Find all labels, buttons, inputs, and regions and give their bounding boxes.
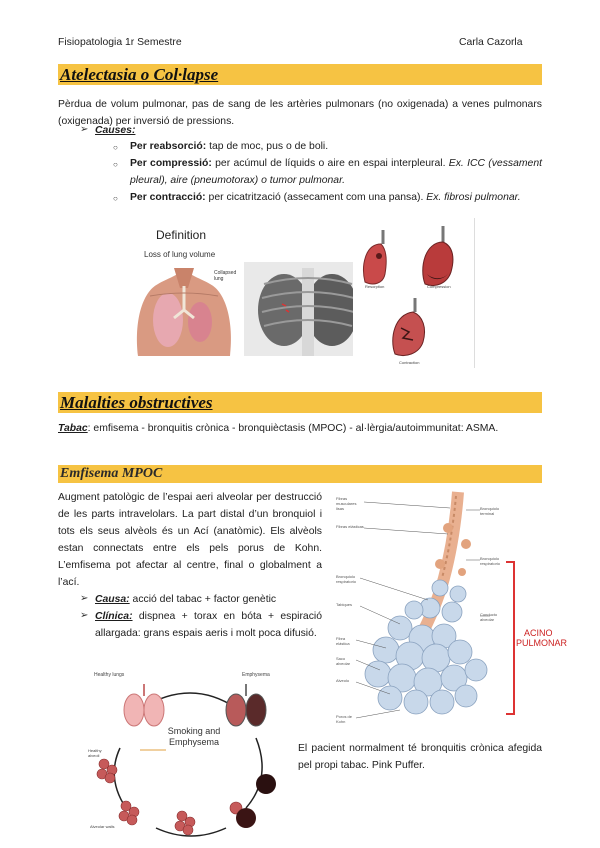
clinica-text: dispnea + torax en bóta + espiració allargada: grans espais aeris i molt poca difusió. (95, 611, 322, 639)
resorption-lung-icon (355, 226, 411, 290)
cause-bold: Per compressió: (130, 158, 212, 169)
cause-bold: Per reabsorció: (130, 141, 207, 152)
circle-bullet-icon: ○ (113, 143, 118, 152)
figure-def-subtitle: Loss of lung volume (144, 250, 216, 259)
causa-item (95, 591, 322, 608)
arrow-bullet-icon: ➢ (80, 610, 89, 621)
acino-label-line: ACINO (524, 628, 553, 638)
smoking-label: Alveolar walls (90, 824, 115, 829)
acino-label (516, 628, 568, 648)
collapsed-lung-label: Collapsed lung (214, 270, 237, 282)
contraction-lung-icon (383, 296, 443, 362)
acinus-right-label: Bronquiolo terminal (480, 506, 500, 516)
cause-item (130, 138, 542, 155)
arrow-bullet-icon: ➢ (80, 593, 89, 604)
cause-item (130, 155, 542, 189)
acinus-left-label: Fibras musculares lisas (336, 496, 357, 511)
healthy-lungs-icon (124, 684, 164, 726)
thumb-label: Resorption (365, 284, 385, 289)
acinus-left-label: Saco alveolar (336, 656, 351, 666)
compression-lung-icon (413, 222, 471, 290)
tabac-label: Tabac (58, 423, 88, 434)
clinica-item (95, 608, 322, 642)
circle-bullet-icon: ○ (113, 194, 118, 203)
smoking-center-title (162, 726, 226, 748)
acinus-left-label: Bronquiolo respiratorio (336, 574, 357, 584)
emfisema-note: El pacient normalment té bronquitis crònica afegida pel propi tabac. Pink Puffer. (298, 743, 542, 771)
cause-item (130, 189, 542, 206)
section-title-obstructives: Malalties obstructives (60, 393, 213, 412)
acinus-left-label: Fibra elástica (336, 636, 350, 646)
causa-label: Causa: (95, 594, 130, 605)
cause-text: per acúmul de líquids o aire en espai interpleural. (211, 158, 449, 169)
smoking-title-line: Smoking and (167, 726, 221, 736)
acinus-left-label: Fibras elásticas (336, 524, 364, 529)
acinus-pulmonar-figure (330, 488, 568, 726)
thumb-label: Contraction (399, 360, 420, 365)
tabac-text: : emfisema - bronquitis crònica - bronquièctasis (MPOC) - al·lèrgia/autoimmunitat: ASMA. (87, 423, 499, 434)
cause-bold: Per contracció: (130, 192, 206, 203)
smoking-label: Healthy lungs (94, 672, 125, 678)
atelectasis-types-figure (353, 218, 475, 368)
smoking-title-line: Emphysema (168, 737, 220, 747)
thumb-label: Compression (427, 284, 451, 289)
atelectasis-definition-figure (128, 224, 372, 356)
clinica-label: Clínica: (95, 611, 133, 622)
causa-text: acció del tabac + factor genètic (129, 594, 277, 605)
emphysema-lungs-icon (226, 684, 266, 726)
circle-bullet-icon: ○ (113, 160, 118, 169)
arrow-bullet-icon: ➢ (80, 124, 89, 135)
figure-def-title: Definition (156, 228, 207, 242)
smoking-emphysema-figure (86, 668, 296, 846)
acinus-left-label: Tabiques (336, 602, 353, 607)
smoking-label: Emphysema (242, 672, 270, 678)
causes-label: Causes: (95, 125, 136, 136)
cause-text: tap de moc, pus o de boli. (206, 141, 329, 152)
tabac-paragraph (58, 420, 542, 437)
subsection-title-emfisema: Emfisema MPOC (60, 466, 163, 481)
cause-text: per cicatrització (assecament com una pansa). (205, 192, 427, 203)
cause-example: Ex. ICC (vessament pleural), aire (pneumotorax) o tumor pulmonar. (130, 158, 542, 186)
atelectasia-intro: Pèrdua de volum pulmonar, pas de sang de les artèries pulmonars (no oxigenada) a venes pulmonars (oxigenada) per inversió de pressions. (58, 99, 542, 127)
smoking-cycle-illustration (86, 668, 296, 846)
smoking-label: Healthy alveoli (88, 748, 102, 758)
section-title-atelectasia: Atelectasia o Col·lapse (60, 65, 219, 84)
acinus-right-label: Conducto alveolar (480, 612, 498, 622)
header-left: Fisiopatologia 1r Semestre (58, 37, 182, 48)
header-right: Carla Cazorla (459, 37, 523, 48)
cause-example: Ex. fibrosi pulmonar. (426, 192, 521, 203)
acinus-left-label: Alveolo (336, 678, 350, 683)
emfisema-intro: Augment patològic de l’espai aeri alveolar per destrucció de les parts intravelolars. La part distal d’un bronquiol i tots els seus alvèols és un Ací (anatòmic). Els alvèols estan connectats entre els pels porus de Kohn. L’emfisema pot afectar al centre, final o globalment a l’ací. (58, 492, 322, 588)
acinus-left-label: Poros de Kohn (336, 714, 353, 724)
acinus-right-label: Bronquiolo respiratorio (480, 556, 501, 566)
acino-label-line: PULMONAR (516, 638, 568, 648)
